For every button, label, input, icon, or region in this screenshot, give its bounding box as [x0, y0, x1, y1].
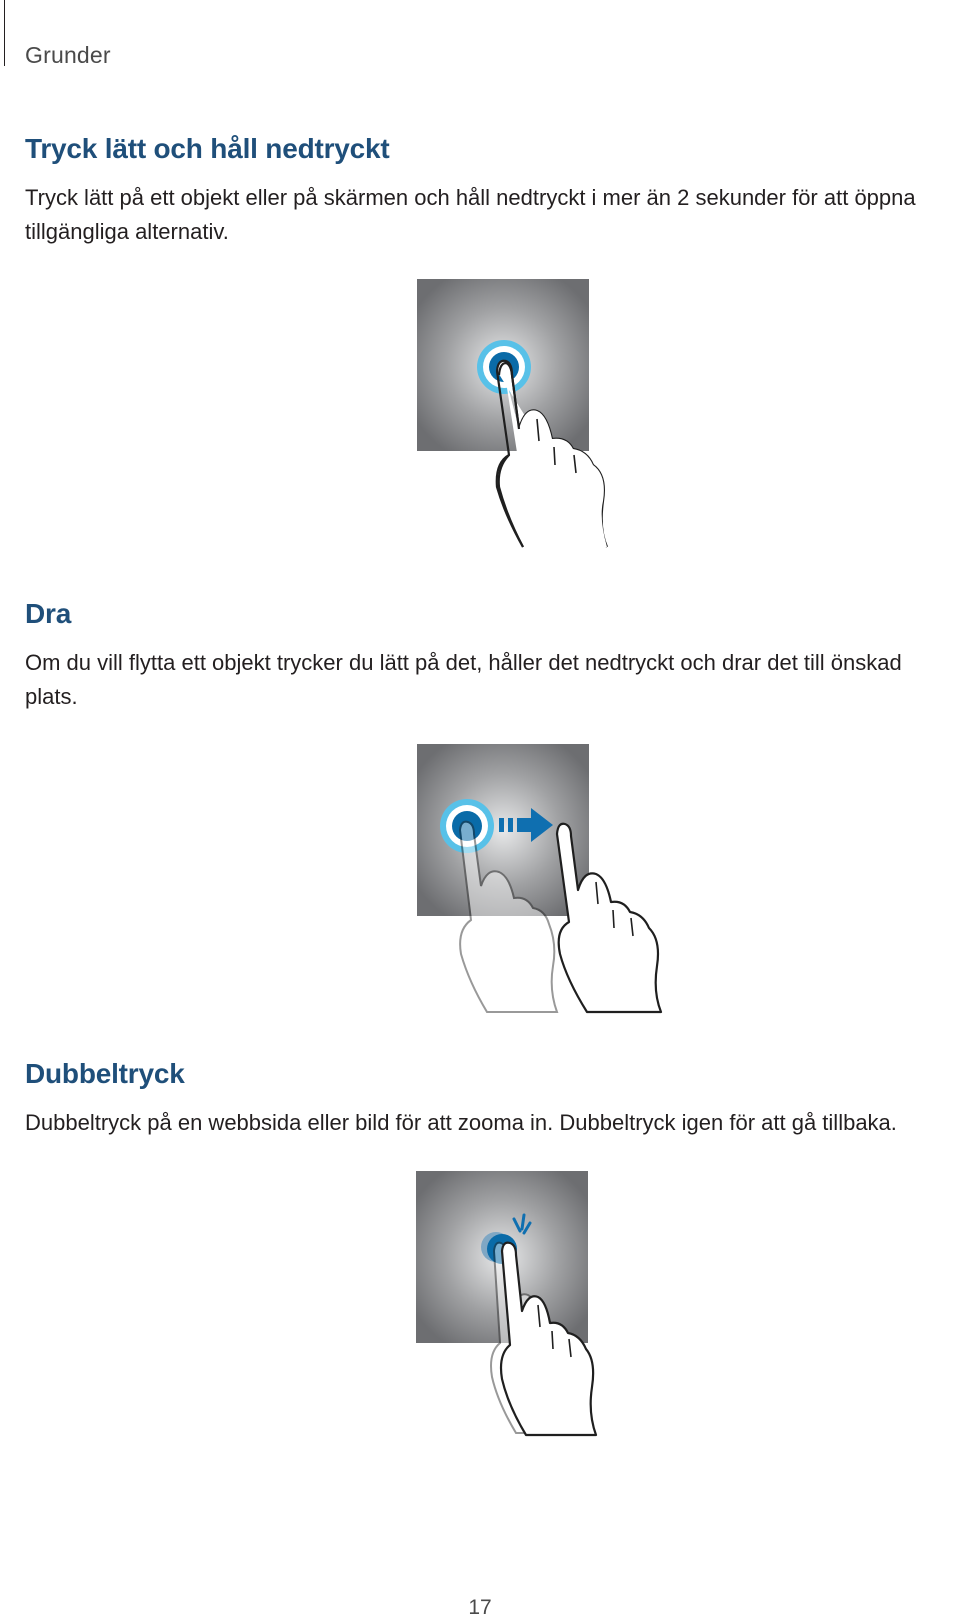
double-tap-gesture-icon [416, 1171, 616, 1441]
section-body: Om du vill flytta ett objekt trycker du lätt på det, håller det nedtryckt och drar det till önskad plats. [25, 650, 902, 709]
section-title: Tryck lätt och håll nedtryckt [25, 133, 390, 164]
page-edge-line [4, 0, 5, 66]
tap-and-hold-gesture-icon [417, 279, 617, 549]
section-tap-and-hold [25, 133, 940, 249]
section-double-tap [25, 1058, 940, 1140]
section-body: Tryck lätt på ett objekt eller på skärmen och håll nedtryckt i mer än 2 sekunder för att öppna tillgängliga alternativ. [25, 185, 916, 244]
section-body: Dubbeltryck på en webbsida eller bild för att zooma in. Dubbeltryck igen för att gå tillbaka. [25, 1110, 897, 1135]
page-number: 17 [468, 1596, 492, 1619]
section-title: Dra [25, 598, 72, 629]
section-drag [25, 598, 940, 714]
chapter-title: Grunder [25, 42, 111, 68]
drag-gesture-icon [417, 744, 667, 1014]
section-title: Dubbeltryck [25, 1058, 185, 1089]
